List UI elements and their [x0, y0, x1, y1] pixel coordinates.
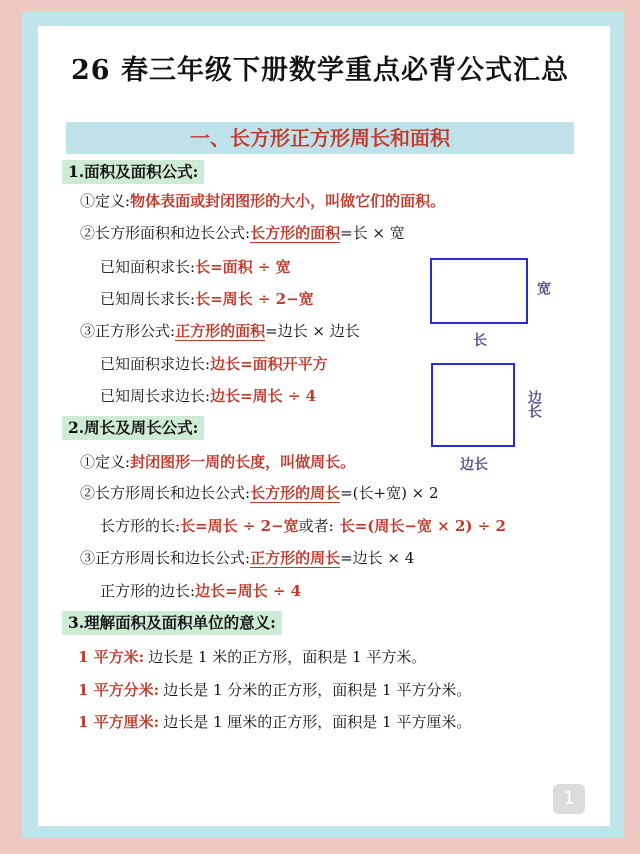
square-side-right-label: 边长: [526, 390, 542, 418]
unit-item: [78, 646, 426, 667]
unit-text: 边长是 1 分米的正方形，面积是 1 平方分米。: [163, 681, 472, 699]
or-text: 或者:: [298, 517, 334, 535]
rect-area-formula: [80, 222, 405, 243]
formula-rest: =边长 × 4: [340, 549, 415, 567]
area-definition: [80, 190, 445, 211]
label: 长方形的长:: [100, 517, 181, 535]
square-side-formula: [100, 580, 301, 601]
square-side-bottom-label: 边长: [460, 457, 488, 473]
formula-rest: =长 × 宽: [340, 224, 405, 242]
perimeter-definition: [80, 451, 355, 472]
unit-text: 边长是 1 米的正方形，面积是 1 平方米。: [148, 648, 427, 666]
formula-red: 长方形的面积: [250, 224, 341, 242]
unit-text: 边长是 1 厘米的正方形，面积是 1 平方厘米。: [163, 713, 472, 731]
label: 已知面积求长:: [100, 258, 196, 276]
formula: 边长=周长 ÷ 4: [195, 582, 302, 600]
unit-name: 1 平方米:: [78, 648, 145, 666]
known-perimeter-find-length: [100, 288, 314, 309]
formula-rest: =(长+宽) × 2: [340, 484, 439, 502]
rect-length-label: 长: [473, 333, 487, 349]
definition-text: 物体表面或封闭图形的大小，叫做它们的面积。: [130, 192, 446, 210]
label: 已知周长求边长:: [100, 387, 211, 405]
label: 已知面积求边长:: [100, 355, 211, 373]
unit-name: 1 平方分米:: [78, 681, 160, 699]
section-heading: 一、长方形正方形周长和面积: [66, 122, 574, 154]
subheading-units: 3.理解面积及面积单位的意义:: [62, 611, 282, 635]
formula: 长=面积 ÷ 宽: [195, 258, 291, 276]
label: ②长方形面积和边长公式:: [80, 224, 251, 242]
known-area-find-side: [100, 353, 328, 374]
unit-name: 1 平方厘米:: [78, 713, 160, 731]
formula: 长=周长 ÷ 2−宽: [195, 290, 314, 308]
formula-1: 长=周长 ÷ 2−宽: [180, 517, 299, 535]
rect-perimeter-formula: [80, 482, 439, 503]
rectangle-diagram: [430, 258, 528, 324]
formula: 边长=周长 ÷ 4: [210, 387, 317, 405]
label: ③正方形周长和边长公式:: [80, 549, 251, 567]
label: ③正方形公式:: [80, 322, 176, 340]
label: ②长方形周长和边长公式:: [80, 484, 251, 502]
known-perimeter-find-side: [100, 385, 316, 406]
rect-length-formulas: [100, 515, 506, 536]
formula-red: 长方形的周长: [250, 484, 341, 502]
label: ①定义:: [80, 453, 131, 471]
square-diagram: [431, 363, 515, 447]
label: 已知周长求长:: [100, 290, 196, 308]
subheading-perimeter: 2.周长及周长公式:: [62, 416, 204, 440]
formula-red: 正方形的周长: [250, 549, 341, 567]
rect-width-label: 宽: [535, 281, 551, 295]
formula-rest: =边长 × 边长: [265, 322, 360, 340]
formula-2: 长=(周长−宽 × 2) ÷ 2: [339, 517, 506, 535]
formula-red: 正方形的面积: [175, 322, 266, 340]
unit-item: [78, 679, 471, 700]
square-perimeter-formula: [80, 547, 414, 568]
known-area-find-length: [100, 256, 291, 277]
subheading-area: 1.面积及面积公式:: [62, 160, 204, 184]
label: 正方形的边长:: [100, 582, 196, 600]
formula: 边长=面积开平方: [210, 355, 328, 373]
definition-text: 封闭图形一周的长度，叫做周长。: [130, 453, 356, 471]
page-title: 26 春三年级下册数学重点必背公式汇总: [71, 55, 569, 86]
page-number-badge[interactable]: 1: [553, 784, 585, 814]
unit-item: [78, 711, 471, 732]
square-area-formula: [80, 320, 360, 341]
label: ①定义:: [80, 192, 131, 210]
